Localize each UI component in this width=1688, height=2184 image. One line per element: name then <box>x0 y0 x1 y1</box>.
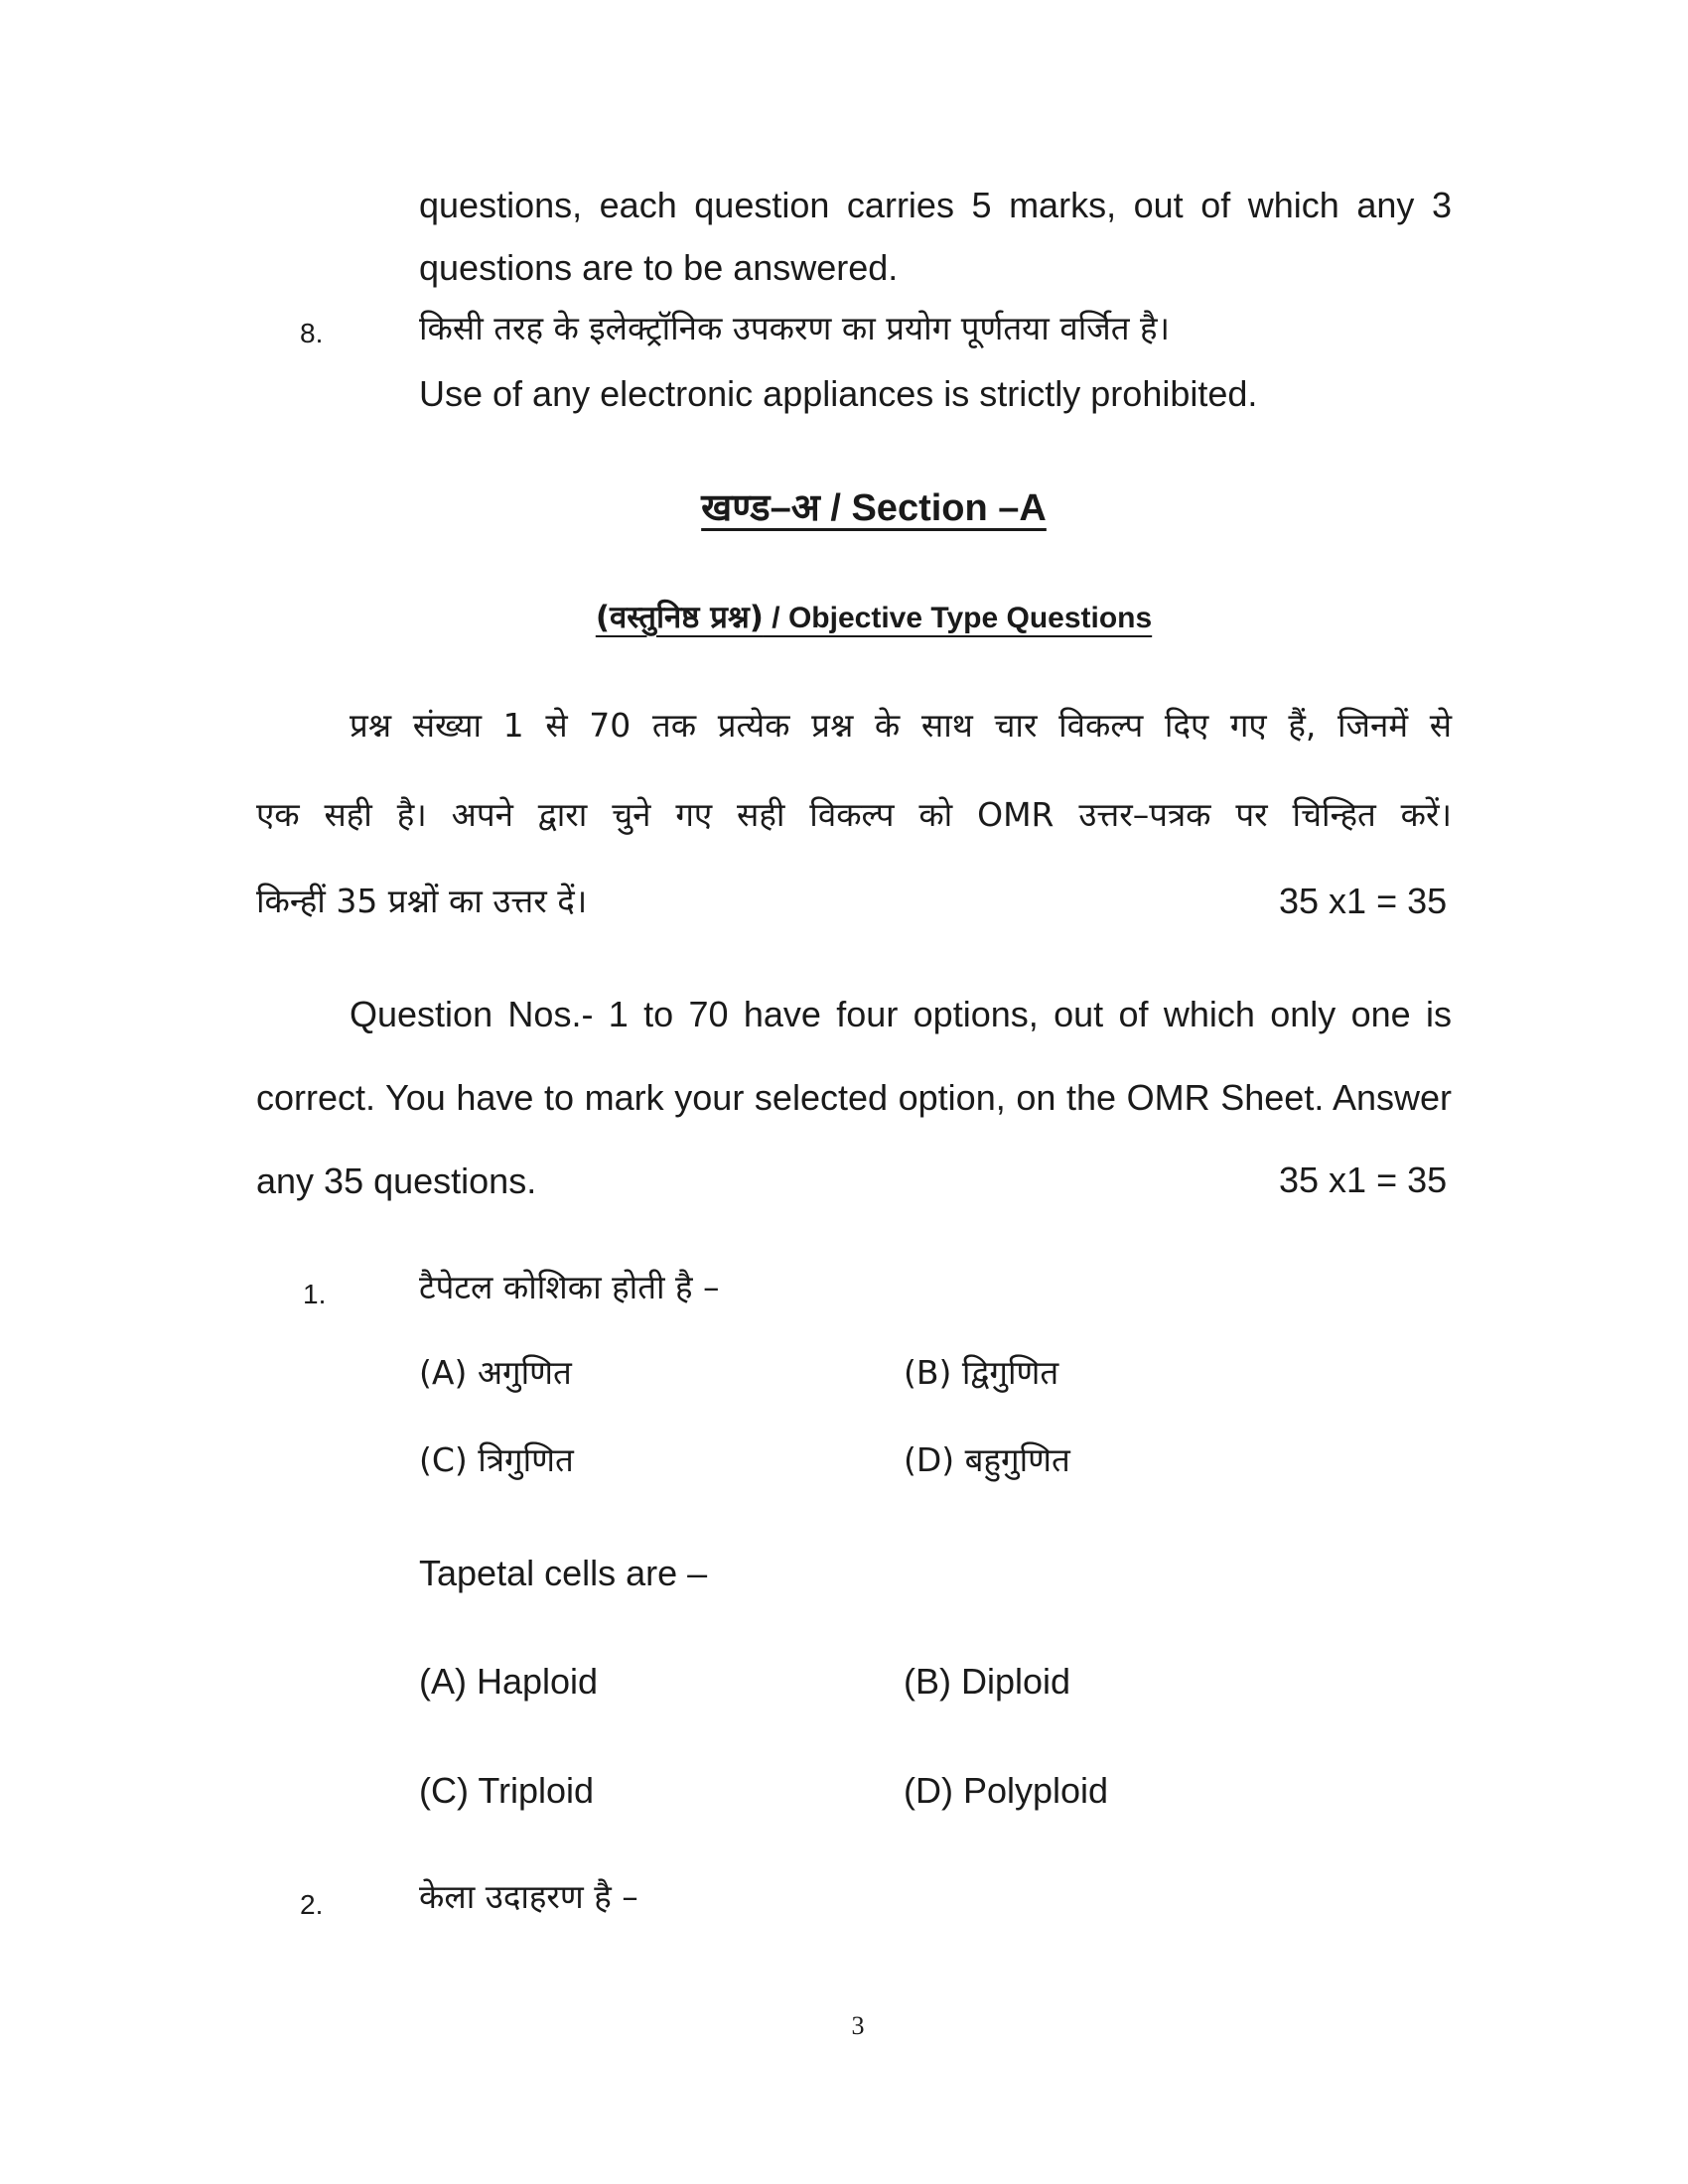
question-1-hindi-option-d: (D) बहुगुणित <box>904 1440 1070 1479</box>
question-number-1: 1. <box>303 1279 327 1309</box>
directions-hindi-line-2: एक सही है। अपने द्वारा चुने गए सही विकल्प को OMR उत्तर–पत्रक पर चिन्हित करें। <box>256 795 1452 834</box>
directions-english-marks: 35 x1 = 35 <box>1279 1160 1448 1200</box>
page-number: 3 <box>851 2011 865 2040</box>
section-title: खण्ड–अ / Section –A <box>701 487 1047 529</box>
question-1-english-option-c: (C) Triploid <box>419 1770 595 1811</box>
instruction-8-english: Use of any electronic appliances is strictly prohibited. <box>419 373 1258 414</box>
question-1-hindi: टैपेटल कोशिका होती है – <box>419 1268 720 1306</box>
instruction-continued-line-2: questions are to be answered. <box>419 247 899 288</box>
directions-hindi-marks: 35 x1 = 35 <box>1279 881 1448 921</box>
directions-hindi-line-3: किन्हीं 35 प्रश्नों का उत्तर दें। <box>256 882 588 920</box>
question-1-english-option-d: (D) Polyploid <box>904 1770 1109 1811</box>
section-subtitle <box>0 596 1688 637</box>
question-1-hindi-option-c: (C) त्रिगुणित <box>419 1440 574 1479</box>
instruction-continued-line-1: questions, each question carries 5 marks, out of which any 3 <box>419 185 1452 225</box>
directions-english-line-3: any 35 questions. <box>256 1160 537 1201</box>
section-subtitle-hindi: (वस्तुनिष्ठ प्रश्न) <box>595 600 764 635</box>
question-1-english-option-b: (B) Diploid <box>904 1661 1071 1702</box>
instruction-8-hindi: किसी तरह के इलेक्ट्रॉनिक उपकरण का प्रयोग पूर्णतया वर्जित है। <box>419 309 1171 347</box>
directions-english-line-2: correct. You have to mark your selected option, on the OMR Sheet. Answer <box>256 1077 1452 1118</box>
instruction-number-8: 8. <box>300 318 324 348</box>
directions-hindi-line-1: प्रश्न संख्या 1 से 70 तक प्रत्येक प्रश्न के साथ चार विकल्प दिए गए हैं, जिनमें से <box>350 706 1452 745</box>
directions-english-line-1: Question Nos.- 1 to 70 have four options, out of which only one is <box>350 994 1452 1034</box>
section-subtitle-english: / Objective Type Questions <box>763 602 1153 634</box>
question-1-hindi-option-b: (B) द्विगुणित <box>904 1353 1059 1392</box>
question-1-hindi-option-a: (A) अगुणित <box>419 1353 572 1392</box>
question-1-english-option-a: (A) Haploid <box>419 1661 599 1702</box>
question-1-english: Tapetal cells are – <box>419 1553 708 1593</box>
question-2-hindi: केला उदाहरण है – <box>419 1877 638 1916</box>
question-number-2: 2. <box>300 1889 324 1920</box>
